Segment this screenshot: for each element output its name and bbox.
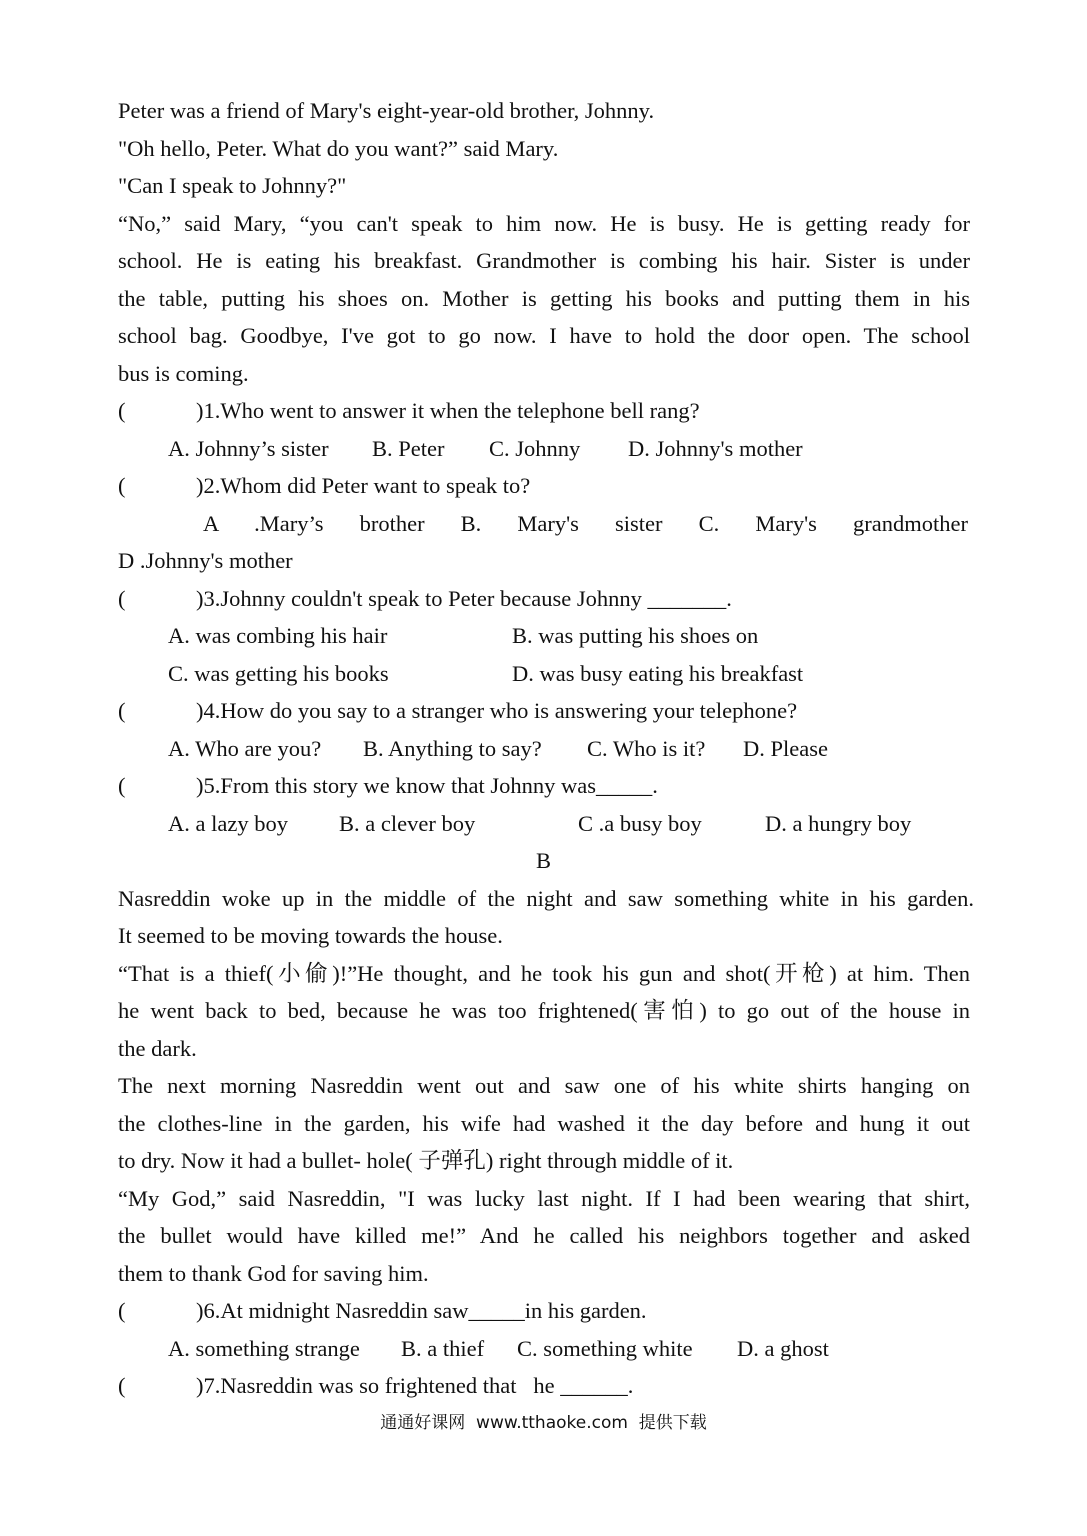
- question-4: [118, 692, 970, 730]
- section-heading: B: [535, 848, 551, 873]
- passage-a-line: "Can I speak to Johnny?": [118, 173, 347, 198]
- option-d: D. Johnny's mother: [628, 436, 803, 461]
- answer-blank[interactable]: (: [118, 1298, 126, 1323]
- passage-b-line: the dark.: [118, 1036, 197, 1061]
- question-text: )4.How do you say to a stranger who is answering your telephone?: [196, 698, 798, 723]
- question-7: [118, 1367, 970, 1405]
- option-d: D. Please: [743, 736, 828, 761]
- footer-watermark: 通通好课网 www.tthaoke.com 提供下载: [380, 1413, 707, 1433]
- passage-b-line: It seemed to be moving towards the house.: [118, 923, 503, 948]
- passage-b-line: The next morning Nasreddin went out and saw one of his white shirts hanging on: [118, 1073, 970, 1098]
- answer-blank[interactable]: (: [118, 698, 126, 723]
- option-a: A. was combing his hair: [168, 623, 388, 648]
- question-1: [118, 392, 970, 430]
- question-3: [118, 580, 970, 618]
- passage-a-line: Peter was a friend of Mary's eight-year-old brother, Johnny.: [118, 98, 655, 123]
- passage-a-line: the table, putting his shoes on. Mother is getting his books and putting them in his: [118, 286, 970, 311]
- passage-b-line: “That is a thief(小偷)!”He thought, and he took his gun and shot(开枪) at him. Then: [118, 961, 970, 986]
- passage-a-line: school bag. Goodbye, I've got to go now. I have to hold the door open. The school: [118, 323, 970, 348]
- question-text: )6.At midnight Nasreddin saw_____in his garden.: [196, 1298, 647, 1323]
- question-6: [118, 1292, 970, 1330]
- question-text: )5.From this story we know that Johnny was_____.: [196, 773, 658, 798]
- answer-blank[interactable]: (: [118, 773, 126, 798]
- option-a: A. a lazy boy: [168, 811, 288, 836]
- passage-b-line: to dry. Now it had a bullet- hole( 子弹孔) right through middle of it.: [118, 1148, 734, 1173]
- passage-b-line: Nasreddin woke up in the middle of the night and saw something white in his garden.: [118, 886, 974, 911]
- option-c: C. was getting his books: [168, 661, 389, 686]
- answer-blank[interactable]: (: [118, 473, 126, 498]
- option-a: A. Johnny’s sister: [168, 436, 329, 461]
- passage-b-line: the clothes-line in the garden, his wife had washed it the day before and hung it out: [118, 1111, 970, 1136]
- question-text: )7.Nasreddin was so frightened that he ______.: [196, 1373, 634, 1398]
- answer-blank[interactable]: (: [118, 1373, 126, 1398]
- passage-b-line: he went back to bed, because he was too frightened(害怕) to go out of the house in: [118, 998, 970, 1023]
- option-d: D. was busy eating his breakfast: [512, 661, 804, 686]
- options-line: D .Johnny's mother: [118, 548, 293, 573]
- answer-blank[interactable]: (: [118, 586, 126, 611]
- option-b: B. Peter: [372, 436, 445, 461]
- question-text: )1.Who went to answer it when the telephone bell rang?: [196, 398, 700, 423]
- passage-b-line: the bullet would have killed me!” And he called his neighbors together and asked: [118, 1223, 970, 1248]
- option-c: C. Who is it?: [587, 736, 706, 761]
- option-a: A. something strange: [168, 1336, 360, 1361]
- question-text: )2.Whom did Peter want to speak to?: [196, 473, 531, 498]
- passage-a-line: “No,” said Mary, “you can't speak to him now. He is busy. He is getting ready for: [118, 211, 970, 236]
- option-c: C. something white: [517, 1336, 693, 1361]
- option-d: D. a hungry boy: [765, 811, 912, 836]
- option-b: B. a thief: [401, 1336, 485, 1361]
- option-b: B. Anything to say?: [363, 736, 542, 761]
- answer-blank[interactable]: (: [118, 398, 126, 423]
- question-5: [118, 767, 970, 805]
- option-b: B. a clever boy: [339, 811, 476, 836]
- passage-a-line: school. He is eating his breakfast. Grandmother is combing his hair. Sister is under: [118, 248, 970, 273]
- question-text: )3.Johnny couldn't speak to Peter because Johnny _______.: [196, 586, 732, 611]
- question-2: [118, 467, 970, 505]
- passage-a-line: bus is coming.: [118, 361, 249, 386]
- options-line: A .Mary’s brother B. Mary's sister C. Mary's grandmother: [203, 511, 968, 536]
- option-b: B. was putting his shoes on: [512, 623, 759, 648]
- passage-b-line: “My God,” said Nasreddin, "I was lucky last night. If I had been wearing that shirt,: [118, 1186, 970, 1211]
- option-d: D. a ghost: [737, 1336, 829, 1361]
- passage-a-line: "Oh hello, Peter. What do you want?” said Mary.: [118, 136, 559, 161]
- option-a: A. Who are you?: [168, 736, 322, 761]
- passage-b-line: them to thank God for saving him.: [118, 1261, 429, 1286]
- option-c: C. Johnny: [489, 436, 581, 461]
- option-c: C .a busy boy: [578, 811, 702, 836]
